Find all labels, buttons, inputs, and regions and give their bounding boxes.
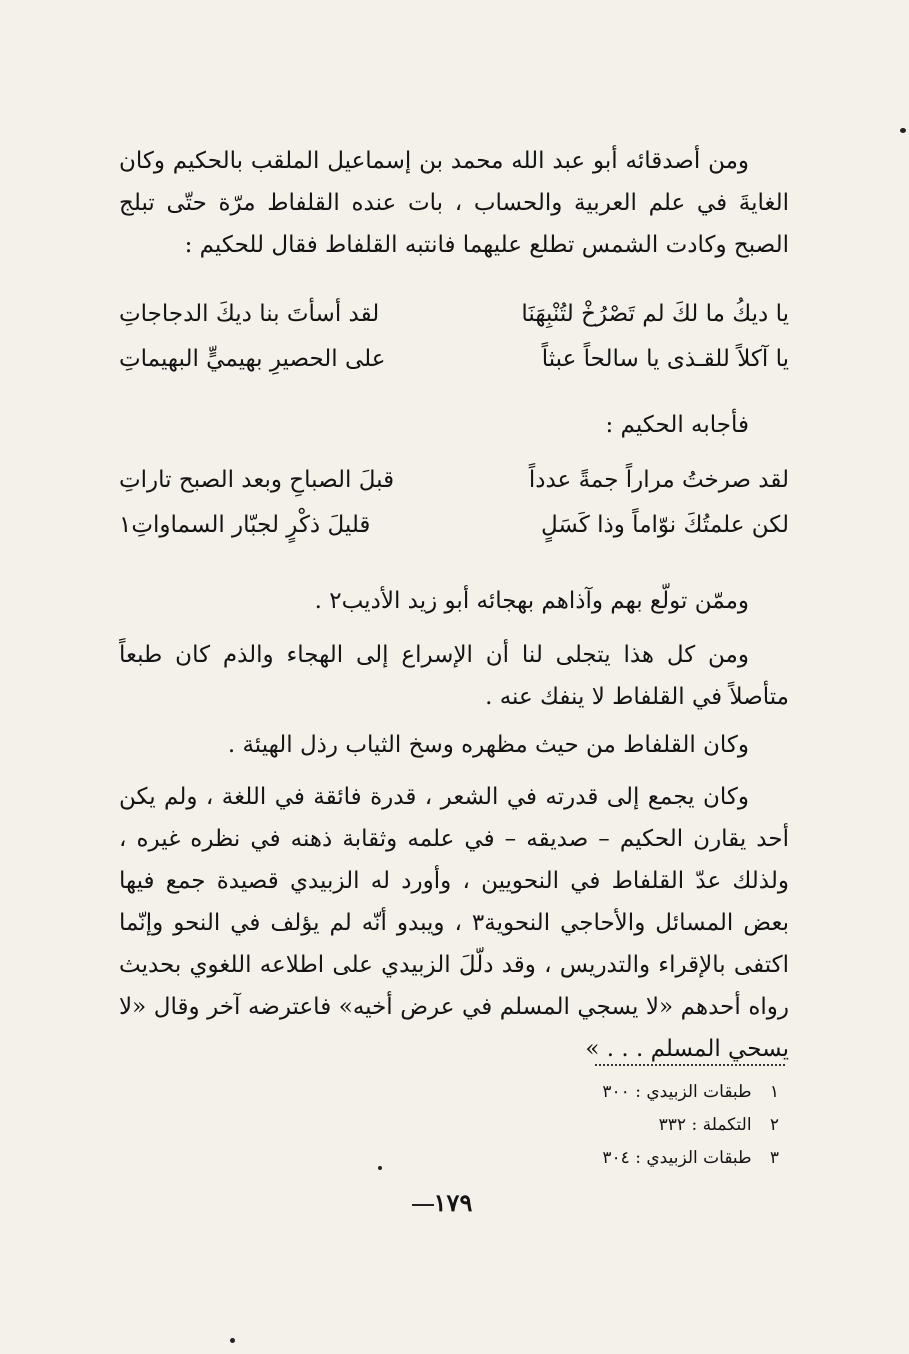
- footnote: [602, 1109, 779, 1142]
- paragraph-6: [119, 776, 789, 1070]
- poem-hemistich-first: لقد صرختُ مراراً جمةً عدداً: [528, 467, 789, 493]
- page-number-value: ١٧٩: [433, 1188, 473, 1217]
- paragraph-text: ومن أصدقائه أبو عبد الله محمد بن إسماعيل الملقب بالحكيم وكان الغايةَ في علم العربية والحساب ، بات عنده القلفاط مرّة حتّى تبلج الصبح وكادت الشمس تطلع عليهما فانتبه القلفاط فقال للحكيم :: [119, 148, 789, 258]
- paragraph-text: فأجابه الحكيم :: [605, 412, 749, 438]
- paragraph-text: وكان القلفاط من حيث مظهره وسخ الثياب رذل الهيئة .: [227, 732, 749, 758]
- footnote: [602, 1076, 779, 1109]
- poem-second: [119, 458, 789, 548]
- poem-line: [119, 292, 789, 337]
- scan-speck: [900, 128, 906, 133]
- page-number: [400, 1188, 480, 1217]
- poem-hemistich-second: على الحصيرِ بهيميٍّ البهيماتِ: [119, 346, 386, 372]
- poem-line: [119, 503, 789, 548]
- poem-hemistich-first: لكن علمتُكَ نوّاماً وذا كَسَلٍ: [540, 512, 789, 538]
- scan-speck: [378, 1166, 382, 1170]
- paragraph-3: [119, 580, 789, 622]
- footnote-number: ٢: [769, 1115, 779, 1135]
- paragraph-text: ومن كل هذا يتجلى لنا أن الإسراع إلى الهجاء والذم كان طبعاً متأصلاً في القلفاط لا ينفك عنه .: [119, 642, 789, 710]
- footnote-number: ٣: [769, 1148, 779, 1168]
- paragraph-2: [119, 404, 789, 446]
- poem-hemistich-first: يا ديكُ ما لكَ لم تَصْرُخْ لتُنْبِهَنَا: [521, 301, 789, 327]
- poem-hemistich-second: لقد أسأتَ بنا ديكَ الدجاجاتِ: [119, 301, 380, 327]
- poem-line: [119, 337, 789, 382]
- footnote-text: التكملة : ٣٣٢: [658, 1115, 752, 1135]
- page-number-dash: [412, 1204, 434, 1206]
- poem-hemistich-second: قبلَ الصباحِ وبعد الصبح تاراتِ: [119, 467, 395, 493]
- footnotes: [602, 1076, 779, 1175]
- paragraph-5: [119, 724, 789, 766]
- paragraph-text: وممّن تولّع بهم وآذاهم بهجائه أبو زيد الأديب٢ .: [314, 588, 749, 614]
- footnote-separator: [595, 1064, 785, 1066]
- footnote-text: طبقات الزبيدي : ٣٠٠: [602, 1082, 752, 1102]
- paragraph-4: [119, 634, 789, 718]
- poem-line: [119, 458, 789, 503]
- footnote-number: ١: [769, 1082, 779, 1102]
- poem-first: [119, 292, 789, 382]
- footnote-text: طبقات الزبيدي : ٣٠٤: [602, 1148, 752, 1168]
- footnote: [602, 1142, 779, 1175]
- paragraph-text: وكان يجمع إلى قدرته في الشعر ، قدرة فائقة في اللغة ، ولم يكن أحد يقارن الحكيم – صديقه – في علمه وثقابة ذهنه في نظره غيره ، ولذلك عدّ القلفاط في النحويين ، وأورد له الزبيدي قصيدة جمع فيها بعض المسائل والأحاجي النحوية٣ ، ويبدو أنّه لم يؤلف في النحو وإنّما اكتفى بالإقراء والتدريس ، وقد دلّلَ الزبيدي على اطلاعه اللغوي بحديث رواه أحدهم «لا يسجي المسلم في عرض أخيه» فاعترضه آخر وقال «لا يسحي المسلم . . . »: [119, 784, 789, 1062]
- paragraph-1: [119, 140, 789, 266]
- scan-speck: [230, 1338, 235, 1343]
- poem-hemistich-second: قليلَ ذكْرٍ لجبّار السماواتِ١: [119, 512, 371, 538]
- poem-hemistich-first: يا آكلاً للقـذى يا سالحاً عبثاً: [541, 346, 789, 372]
